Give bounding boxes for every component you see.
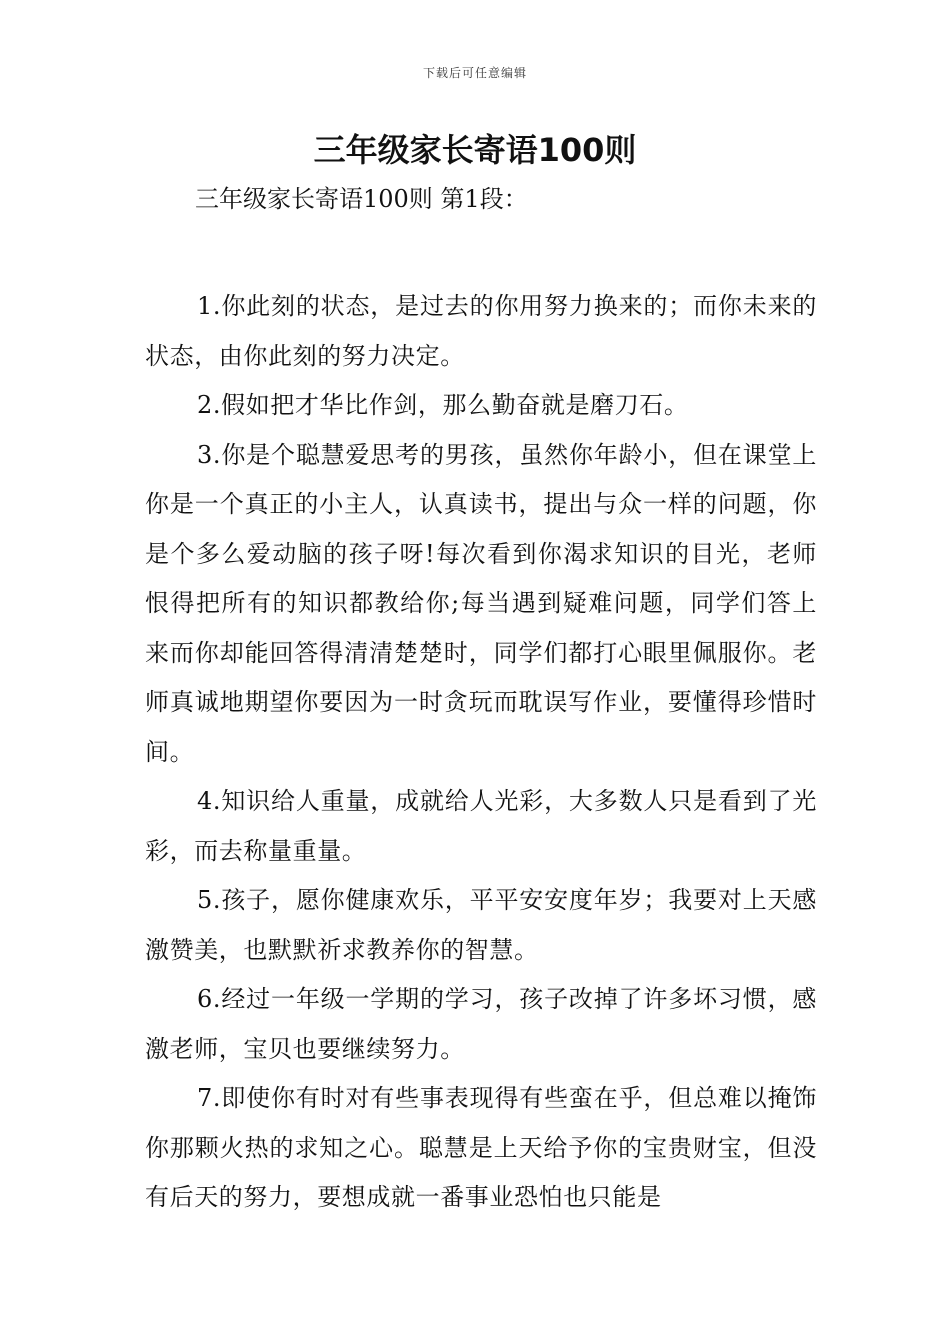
page-header-note: 下载后可任意编辑: [422, 66, 527, 80]
paragraph-3: 3.你是个聪慧爱思考的男孩，虽然你年龄小，但在课堂上你是一个真正的小主人，认真读书，提出与众一样的问题，你是个多么爱动脑的孩子呀!每次看到你渴求知识的目光，老师恨得把所有的知识都教给你;每当遇到疑难问题，同学们答上来而你却能回答得清清楚楚时，同学们都打心眼里佩服你。老师真诚地期望你要因为一时贪玩而耽误写作业，要懂得珍惜时间。: [145, 440, 817, 766]
paragraph-4: 4.知识给人重量，成就给人光彩，大多数人只是看到了光彩，而去称量重量。: [145, 787, 817, 865]
paragraph-7: 7.即使你有时对有些事表现得有些蛮在乎，但总难以掩饰你那颗火热的求知之心。聪慧是上天给予你的宝贵财宝，但没有后天的努力，要想成就一番事业恐怕也只能是: [145, 1084, 817, 1211]
document-title: 三年级家长寄语100则: [313, 131, 637, 169]
section-label: 三年级家长寄语100则 第1段：: [195, 185, 528, 213]
paragraph-1: 1.你此刻的状态，是过去的你用努力换来的；而你未来的状态，由你此刻的努力决定。: [145, 292, 817, 370]
document-body: [145, 282, 817, 1223]
paragraph-5: 5.孩子，愿你健康欢乐，平平安安度年岁；我要对上天感激赞美，也默默祈求教养你的智慧。: [145, 886, 817, 964]
paragraph-6: 6.经过一年级一学期的学习，孩子改掉了许多坏习惯，感激老师，宝贝也要继续努力。: [145, 985, 817, 1063]
paragraph-2: 2.假如把才华比作剑，那么勤奋就是磨刀石。: [197, 391, 689, 419]
